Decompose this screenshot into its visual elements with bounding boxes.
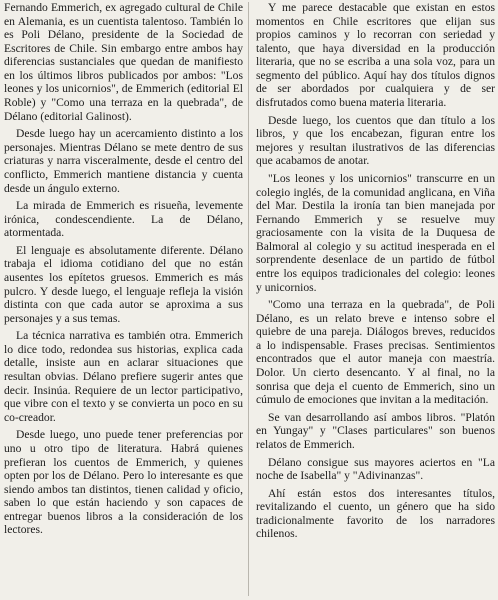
- paragraph: Fernando Emmerich, ex agregado cultural de Chile en Alemania, es un cuentista talentoso. También lo es Poli Délano, presidente de la Sociedad de Escritores de Chile. Sin embargo entre ambos hay diferencias sustanciales que quedan de manifiesto en los últimos libros publicados por ambos: "Los leones y los unicornios", de Emmerich (editorial El Roble) y "Como una terraza en la quebrada", de Délano (editorial Galinost).: [4, 1, 243, 123]
- right-column: [256, 1, 495, 545]
- paragraph: La mirada de Emmerich es risueña, levemente irónica, condescendiente. La de Délano, atormentada.: [4, 199, 243, 240]
- paragraph: "Los leones y los unicornios" transcurre en un colegio inglés, de la comunidad anglicana, en Viña del Mar. Destila la ironía tan bien manejada por Fernando Emmerich y se resuelve muy graciosamente con la visita de la Duquesa de Balmoral al colegio y su actitud inesperada en el sorprendente desenlace de un partido de fútbol entre los equipos tradicionales del colegio: leones y unicornios.: [256, 171, 495, 294]
- paragraph: Ahí están estos dos interesantes títulos, revitalizando el cuento, un género que ha sido tradicionalmente favorito de los narradores chilenos.: [256, 486, 495, 541]
- paragraph: Y me parece destacable que existan en estos momentos en Chile escritores que elijan sus propios caminos y lo recorran con seriedad y talento, que haya diversidad en la producción literaria, que no se escriba a una sola voz, para un segmento del público. Aquí hay dos títulos dignos de ser abordados por cualquiera y de ser disfrutados como buena materia literaria.: [256, 1, 495, 110]
- paragraph: "Como una terraza en la quebrada", de Poli Délano, es un relato breve e intenso sobre el quiebre de una pareja. Diálogos breves, reducidos a lo indispensable. Frases precisas. Sentimientos encontrados que el autor maneja con maestría. Dolor. Un cierto desencanto. Y al final, no la sonrisa que deja el cuento de Emmerich, sino un cúmulo de emociones que invitan a la meditación.: [256, 298, 495, 407]
- left-column: [4, 1, 243, 541]
- paragraph: La técnica narrativa es también otra. Emmerich lo dice todo, redondea sus historias, explica cada detalle, insiste aun en aclarar situaciones que resultan obvias. Délano prefiere sugerir antes que decir. Insinúa. Requiere de un lector participativo, que vibre con el texto y se convierta un poco en su co-creador.: [4, 329, 243, 424]
- paragraph: El lenguaje es absolutamente diferente. Délano trabaja el idioma cotidiano del que no están ausentes los epítetos gruesos. Emmerich es más pulcro. Y desde luego, el lenguaje refleja la visión distinta con que cada autor se aproxima a sus personajes y a sus temas.: [4, 243, 243, 325]
- column-divider: [248, 2, 249, 596]
- paragraph: Se van desarrollando así ambos libros. "Platón en Yungay" y "Clases particulares" son buenos relatos de Emmerich.: [256, 410, 495, 451]
- paragraph: Délano consigue sus mayores aciertos en "La noche de Isabella" y "Adivinanzas".: [256, 455, 495, 483]
- paragraph: Desde luego, los cuentos que dan título a los libros, y que los encabezan, figuran entre los mejores y resultan ilustrativos de las diferencias que acabamos de anotar.: [256, 113, 495, 168]
- paragraph: Desde luego, uno puede tener preferencias por uno u otro tipo de literatura. Habrá quienes prefieran los cuentos de Emmerich, y quienes opten por los de Délano. Pero lo interesante es que siendo ambos tan distintos, tienen calidad y oficio, saben lo que están haciendo y son capaces de entregar buenos libros a la consideración de los lectores.: [4, 428, 243, 537]
- paragraph: Desde luego hay un acercamiento distinto a los personajes. Mientras Délano se mete dentro de sus criaturas y narra visceralmente, desde el centro del conflicto, Emmerich mantiene distancia y cuenta desde un ángulo externo.: [4, 127, 243, 195]
